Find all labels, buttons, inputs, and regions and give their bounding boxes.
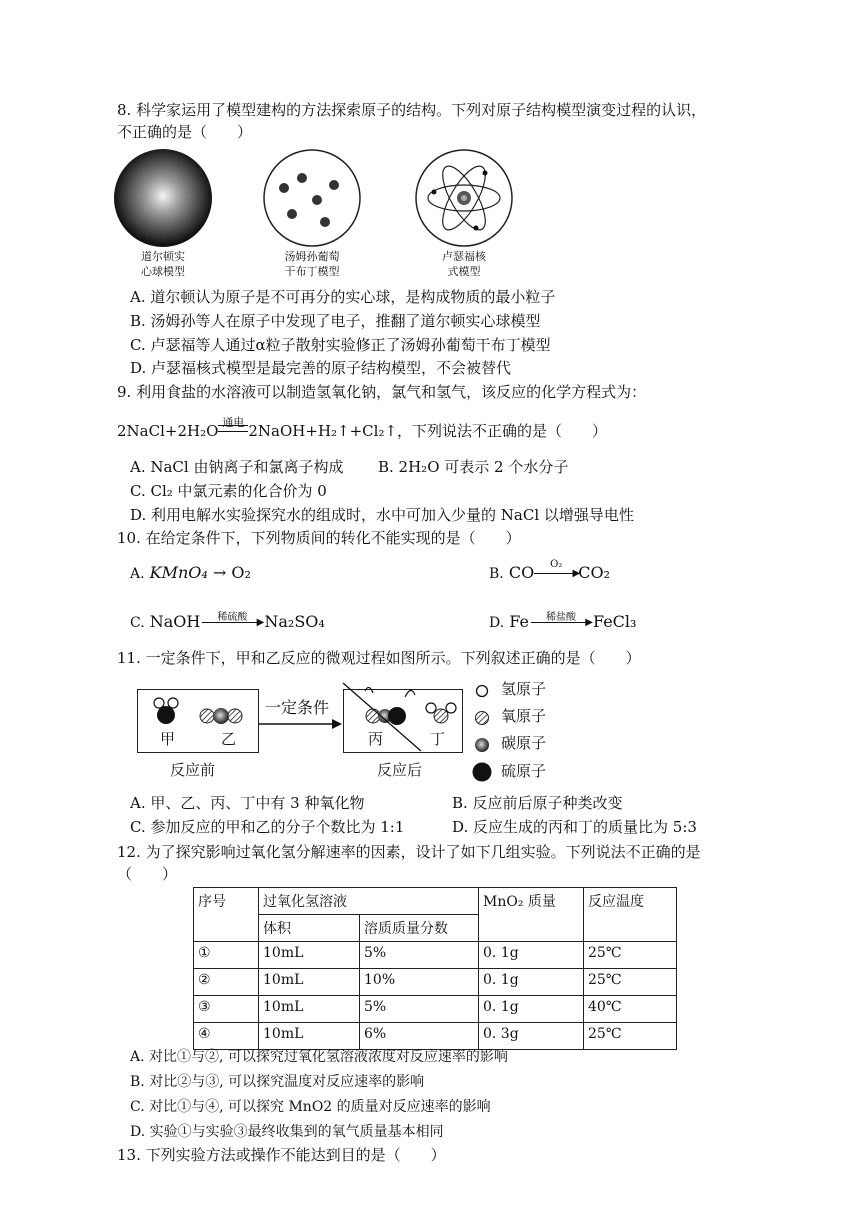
eq-left: 2NaCl+2H₂O <box>117 422 219 440</box>
arrow-d: 稀盐酸 ▶ <box>531 622 591 623</box>
legend-oxygen: 氧原子 <box>501 707 547 725</box>
q10-option-b: B. CO O₂ ▶ CO₂ <box>489 559 610 582</box>
header-mno2: MnO₂ 质量 <box>479 888 584 942</box>
q13-stem: 13. 下列实验方法或操作不能达到目的是（ ） <box>117 1146 446 1164</box>
q12-option-c: C. 对比①与④, 可以探究 MnO2 的质量对反应速率的影响 <box>130 1099 491 1115</box>
q12-paren: （ ） <box>117 865 178 883</box>
reaction-arrow <box>258 719 342 729</box>
arrow-b: O₂ ▶ <box>534 573 578 574</box>
caption-dalton: 道尔顿实 心球模型 <box>141 250 185 278</box>
experiment-table <box>193 887 677 1050</box>
rutherford-model-image <box>414 148 514 248</box>
q9-option-c: C. Cl₂ 中氯元素的化合价为 0 <box>130 482 327 500</box>
q12-stem: 12. 为了探究影响过氧化氢分解速率的因素，设计了如下几组实验。下列说法不正确的是 <box>117 843 701 861</box>
q8-option-c: C. 卢瑟福等人通过α粒子散射实验修正了汤姆孙葡萄干布丁模型 <box>130 336 551 354</box>
q12-option-b: B. 对比②与③, 可以探究温度对反应速率的影响 <box>130 1074 425 1090</box>
legend-hydrogen: 氢原子 <box>501 680 547 698</box>
q8-option-b: B. 汤姆孙等人在原子中发现了电子，推翻了道尔顿实心球模型 <box>130 312 541 330</box>
reactant-molecules <box>137 689 259 753</box>
q12-option-a: A. 对比①与②, 可以探究过氧化氢溶液浓度对反应速率的影响 <box>130 1049 508 1065</box>
q9-option-a: A. NaCl 由钠离子和氯离子构成 <box>130 458 344 476</box>
header-fraction: 溶质质量分数 <box>360 915 479 942</box>
eq-right: 2NaOH+H₂↑+Cl₂↑ <box>248 422 398 440</box>
legend-sulfur: 硫原子 <box>501 762 547 780</box>
table-row: ③ 10mL 5% 0. 1g 40℃ <box>194 996 677 1023</box>
q8-stem-line2: 不正确的是（ ） <box>117 123 253 141</box>
eq-tail: ，下列说法不正确的是（ ） <box>397 422 608 440</box>
table-row: ① 10mL 5% 0. 1g 25℃ <box>194 942 677 969</box>
table-header-row <box>194 888 677 915</box>
label-yi: 乙 <box>221 730 237 748</box>
q12-option-d: D. 实验①与实验③最终收集到的氧气质量基本相同 <box>130 1124 444 1140</box>
q8-option-a: A. 道尔顿认为原子是不可再分的实心球，是构成物质的最小粒子 <box>130 288 556 306</box>
q8-option-d: D. 卢瑟福核式模型是最完善的原子结构模型，不会被替代 <box>130 359 512 377</box>
eq-condition: 通电 <box>222 416 245 429</box>
q11-option-b: B. 反应前后原子种类改变 <box>452 794 623 812</box>
q8-stem-line1: 8. 科学家运用了模型建构的方法探索原子的结构。下列对原子结构模型演变过程的认识， <box>117 101 707 119</box>
label-bing: 丙 <box>368 730 384 748</box>
header-h2o2: 过氧化氢溶液 <box>259 888 479 915</box>
legend-hydrogen-icon <box>474 683 490 699</box>
header-no: 序号 <box>194 888 259 942</box>
q10-option-d: D. Fe 稀盐酸 ▶ FeCl₃ <box>489 612 637 631</box>
legend-sulfur-icon <box>472 762 492 782</box>
arrow-c: 稀硫酸 ▶ <box>202 622 262 623</box>
q11-stem: 11. 一定条件下，甲和乙反应的微观过程如图所示。下列叙述正确的是（ ） <box>117 649 641 667</box>
legend-oxygen-icon <box>474 710 490 726</box>
header-volume: 体积 <box>259 915 360 942</box>
q9-equation <box>117 416 608 441</box>
label-after: 反应后 <box>377 761 423 779</box>
header-temp: 反应温度 <box>584 888 677 942</box>
q11-option-a: A. 甲、乙、丙、丁中有 3 种氧化物 <box>130 794 365 812</box>
q11-option-c: C. 参加反应的甲和乙的分子个数比为 1:1 <box>130 818 405 836</box>
table-row: ④ 10mL 6% 0. 3g 25℃ <box>194 1023 677 1050</box>
q9-stem: 9. 利用食盐的水溶液可以制造氢氧化钠，氯气和氢气，该反应的化学方程式为： <box>117 383 647 401</box>
q9-option-b: B. 2H₂O 可表示 2 个水分子 <box>378 458 569 476</box>
dalton-model-image <box>113 148 213 248</box>
caption-thomson: 汤姆孙葡萄 干布丁模型 <box>284 250 340 278</box>
q10-option-a: A. KMnO₄ → O₂ <box>130 563 251 582</box>
eq-arrow <box>218 416 248 436</box>
q9-option-d: D. 利用电解水实验探究水的组成时，水中可加入少量的 NaCl 以增强导电性 <box>130 506 634 524</box>
q10-stem: 10. 在给定条件下，下列物质间的转化不能实现的是（ ） <box>117 529 521 547</box>
legend-carbon: 碳原子 <box>501 734 547 752</box>
caption-rutherford: 卢瑟福核 式模型 <box>442 250 486 278</box>
q11-option-d: D. 反应生成的丙和丁的质量比为 5:3 <box>452 818 697 836</box>
label-before: 反应前 <box>170 761 216 779</box>
table-row: ② 10mL 10% 0. 1g 25℃ <box>194 969 677 996</box>
reaction-condition: 一定条件 <box>265 698 330 717</box>
legend-carbon-icon <box>474 737 490 753</box>
label-ding: 丁 <box>430 730 446 748</box>
thomson-model-image <box>262 148 362 248</box>
label-jia: 甲 <box>160 730 176 748</box>
q10-option-c: C. NaOH 稀硫酸 ▶ Na₂SO₄ <box>130 612 325 631</box>
